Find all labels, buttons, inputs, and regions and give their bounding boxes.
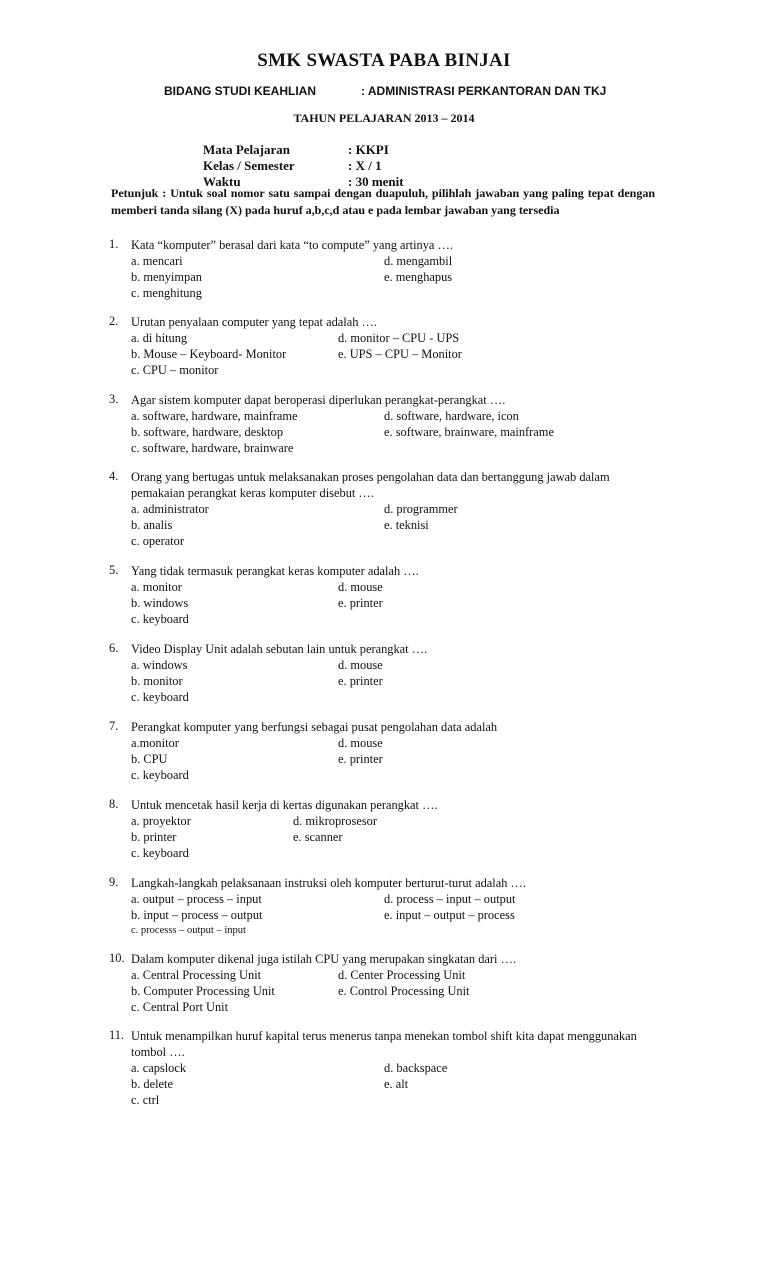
option-a: a. mencari: [131, 254, 183, 268]
option-d: d. software, hardware, icon: [384, 409, 519, 423]
question-number: 5.: [109, 563, 119, 577]
meta-value-subject: : KKPI: [348, 142, 389, 157]
field-value: : ADMINISTRASI PERKANTORAN DAN TKJ: [361, 84, 607, 98]
question-text: Yang tidak termasuk perangkat keras komputer adalah ….: [131, 564, 419, 578]
instructions: Petunjuk : Untuk soal nomor satu sampai dengan duapuluh, pilihlah jawaban yang paling tepat dengan memberi tanda silang (X) pada huruf a,b,c,d atau e pada lembar jawaban yang tersedia: [111, 186, 655, 217]
question-text: Orang yang bertugas untuk melaksanakan proses pengolahan data dan bertanggung jawab dalam pemakaian perangkat keras komputer disebut ….: [131, 470, 610, 500]
option-b: b. delete: [131, 1077, 173, 1091]
option-c: c. keyboard: [131, 690, 189, 704]
meta-value-time: : 30 menit: [348, 174, 404, 189]
option-c: c. Central Port Unit: [131, 1000, 229, 1014]
option-a: a.monitor: [131, 736, 179, 750]
option-e: e. printer: [338, 596, 383, 610]
option-c: c. operator: [131, 534, 184, 548]
option-a: a. monitor: [131, 580, 182, 594]
question-text: Perangkat komputer yang berfungsi sebagai pusat pengolahan data adalah: [131, 720, 498, 734]
option-b: b. input – process – output: [131, 908, 263, 922]
question-text: Kata “komputer” berasal dari kata “to compute” yang artinya ….: [131, 238, 454, 252]
question-text: Agar sistem komputer dapat beroperasi diperlukan perangkat-perangkat ….: [131, 393, 506, 407]
meta-value-class: : X / 1: [348, 158, 382, 173]
question-number: 2.: [109, 314, 119, 328]
option-c: c. software, hardware, brainware: [131, 441, 294, 455]
option-d: d. programmer: [384, 502, 458, 516]
option-d: d. mouse: [338, 736, 383, 750]
option-e: e. UPS – CPU – Monitor: [338, 347, 462, 361]
question-number: 9.: [109, 875, 119, 889]
meta-label-subject: Mata Pelajaran: [203, 142, 291, 157]
option-e: e. menghapus: [384, 270, 453, 284]
question-number: 7.: [109, 719, 119, 733]
question-number: 3.: [109, 392, 119, 406]
question-text: Urutan penyalaan computer yang tepat adalah ….: [131, 315, 377, 329]
option-e: e. printer: [338, 674, 383, 688]
question-number: 10.: [109, 951, 125, 965]
school-title: SMK SWASTA PABA BINJAI: [257, 50, 511, 71]
option-b: b. printer: [131, 830, 177, 844]
question-number: 4.: [109, 469, 119, 483]
option-b: b. windows: [131, 596, 189, 610]
option-d: d. mouse: [338, 658, 383, 672]
option-a: a. di hitung: [131, 331, 188, 345]
option-b: b. analis: [131, 518, 173, 532]
option-d: d. monitor – CPU - UPS: [338, 331, 460, 345]
option-c: c. menghitung: [131, 286, 202, 300]
option-c: c. processs – output – input: [131, 925, 246, 936]
field-label: BIDANG STUDI KEAHLIAN: [164, 84, 316, 98]
option-a: a. proyektor: [131, 814, 191, 828]
option-d: d. mikroprosesor: [293, 814, 377, 828]
question-number: 11.: [109, 1028, 125, 1042]
question-text: Untuk mencetak hasil kerja di kertas digunakan perangkat ….: [131, 798, 438, 812]
option-a: a. windows: [131, 658, 188, 672]
option-e: e. scanner: [293, 830, 343, 844]
option-d: d. mengambil: [384, 254, 453, 268]
option-b: b. menyimpan: [131, 270, 202, 284]
option-e: e. alt: [384, 1077, 409, 1091]
option-e: e. Control Processing Unit: [338, 984, 470, 998]
question-number: 1.: [109, 237, 119, 251]
option-c: c. ctrl: [131, 1093, 160, 1107]
option-b: b. Mouse – Keyboard- Monitor: [131, 347, 287, 361]
option-e: e. teknisi: [384, 518, 429, 532]
option-c: c. CPU – monitor: [131, 363, 219, 377]
option-c: c. keyboard: [131, 846, 189, 860]
question-text: Video Display Unit adalah sebutan lain untuk perangkat ….: [131, 642, 428, 656]
option-d: d. process – input – output: [384, 892, 516, 906]
meta-label-time: Waktu: [203, 174, 241, 189]
question-text: Untuk menampilkan huruf kapital terus menerus tanpa menekan tombol shift kita dapat menggunakan tombol ….: [131, 1029, 637, 1059]
option-a: a. administrator: [131, 502, 209, 516]
option-a: a. software, hardware, mainframe: [131, 409, 298, 423]
option-b: b. CPU: [131, 752, 168, 766]
question-text: Dalam komputer dikenal juga istilah CPU yang merupakan singkatan dari ….: [131, 952, 517, 966]
option-a: a. output – process – input: [131, 892, 262, 906]
meta-label-class: Kelas / Semester: [203, 158, 295, 173]
option-c: c. keyboard: [131, 612, 189, 626]
option-b: b. Computer Processing Unit: [131, 984, 275, 998]
question-number: 6.: [109, 641, 119, 655]
option-e: e. printer: [338, 752, 383, 766]
option-e: e. input – output – process: [384, 908, 515, 922]
option-d: d. backspace: [384, 1061, 448, 1075]
option-e: e. software, brainware, mainframe: [384, 425, 554, 439]
option-d: d. Center Processing Unit: [338, 968, 466, 982]
option-b: b. monitor: [131, 674, 183, 688]
option-d: d. mouse: [338, 580, 383, 594]
question-number: 8.: [109, 797, 119, 811]
question-text: Langkah-langkah pelaksanaan instruksi oleh komputer berturut-turut adalah ….: [131, 876, 526, 890]
school-year: TAHUN PELAJARAN 2013 – 2014: [293, 111, 475, 125]
option-a: a. capslock: [131, 1061, 187, 1075]
option-a: a. Central Processing Unit: [131, 968, 262, 982]
option-b: b. software, hardware, desktop: [131, 425, 284, 439]
option-c: c. keyboard: [131, 768, 189, 782]
